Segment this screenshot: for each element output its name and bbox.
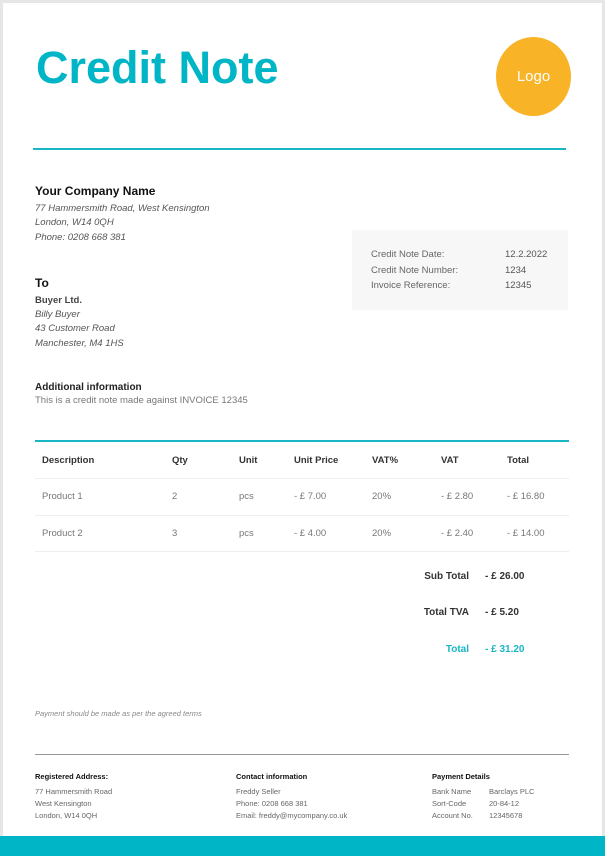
payment-value: 20-84-12 (489, 799, 520, 808)
recipient-heading: To (35, 276, 49, 290)
seller-name: Your Company Name (35, 184, 156, 198)
seller-block (35, 184, 210, 245)
subtotal-label: Sub Total (424, 570, 469, 582)
cell-unit-price: - £ 7.00 (294, 491, 327, 503)
footer-payment-details (432, 771, 534, 822)
payment-row-account (432, 810, 534, 822)
grand-total-row (400, 631, 570, 668)
seller-address-line: London, W14 0QH (35, 217, 114, 229)
meta-value: 12345 (505, 280, 532, 291)
grand-total-label: Total (445, 643, 469, 655)
meta-row-number (371, 263, 568, 279)
payment-row-sort-code (432, 798, 534, 810)
col-header-vat: VAT (441, 454, 459, 466)
cell-vat-percent: 20% (372, 491, 392, 503)
footer-accent-bar (0, 836, 605, 856)
cell-qty: 3 (172, 527, 178, 539)
cell-description: Product 2 (42, 527, 83, 539)
subtotal-value: - £ 26.00 (485, 570, 525, 582)
footer-heading: Payment Details (432, 772, 490, 781)
totals-block (400, 558, 570, 668)
footer-line: West Kensington (35, 799, 92, 808)
document-title: Credit Note (36, 42, 279, 93)
additional-info (35, 382, 248, 406)
total-tva-value: - £ 5.20 (485, 607, 519, 619)
footer-line: 77 Hammersmith Road (35, 787, 113, 796)
logo-label: Logo (516, 68, 551, 85)
payment-label: Bank Name (432, 787, 472, 796)
footer-line: London, W14 0QH (35, 811, 98, 820)
seller-address-line: 77 Hammersmith Road, West Kensington (35, 203, 210, 214)
cell-vat-percent: 20% (372, 527, 392, 539)
subtotal-row (400, 558, 570, 595)
footer-email: Email: freddy@mycompany.co.uk (236, 811, 348, 820)
col-header-vat-percent: VAT% (372, 454, 399, 466)
col-header-total: Total (507, 454, 529, 466)
cell-total: - £ 16.80 (507, 491, 545, 503)
additional-info-text: This is a credit note made against INVOICE 12345 (35, 395, 248, 406)
credit-note-page (3, 3, 602, 856)
table-row (35, 516, 569, 553)
cell-unit: pcs (239, 491, 254, 503)
meta-row-date (371, 247, 568, 263)
cell-unit-price: - £ 4.00 (294, 527, 327, 539)
line-items-table (35, 440, 569, 552)
seller-phone: Phone: 0208 668 381 (35, 231, 126, 243)
footer-contact-info (236, 771, 347, 822)
meta-value: 1234 (505, 264, 527, 276)
cell-vat: - £ 2.80 (441, 491, 474, 503)
recipient-company: Buyer Ltd. (35, 295, 82, 306)
cell-qty: 2 (172, 491, 178, 503)
cell-vat: - £ 2.40 (441, 527, 474, 539)
meta-label: Invoice Reference: (371, 280, 451, 291)
payment-value: 12345678 (489, 811, 523, 820)
col-header-unit-price: Unit Price (294, 454, 339, 466)
footer-line: Phone: 0208 668 381 (236, 799, 308, 808)
payment-terms-note: Payment should be made as per the agreed terms (35, 709, 202, 718)
recipient-line: Billy Buyer (35, 309, 80, 320)
total-tva-row (400, 595, 570, 632)
meta-label: Credit Note Number: (371, 264, 459, 276)
header-divider (33, 148, 566, 150)
col-header-unit: Unit (239, 454, 258, 466)
col-header-qty: Qty (172, 454, 188, 466)
meta-value: 12.2.2022 (505, 249, 548, 260)
cell-total: - £ 14.00 (507, 527, 545, 539)
payment-label: Sort-Code (432, 799, 467, 808)
logo-placeholder (496, 37, 571, 116)
footer-divider (35, 754, 569, 755)
col-header-description: Description (42, 454, 95, 466)
meta-label: Credit Note Date: (371, 249, 445, 260)
grand-total-value: - £ 31.20 (485, 643, 525, 655)
footer-line: Freddy Seller (236, 787, 281, 796)
footer-heading: Registered Address: (35, 772, 109, 781)
footer-heading: Contact information (236, 772, 308, 781)
payment-row-bank (432, 786, 534, 798)
cell-unit: pcs (239, 527, 254, 539)
additional-info-heading: Additional information (35, 382, 142, 393)
credit-note-meta (352, 230, 568, 310)
recipient-block (35, 276, 124, 351)
total-tva-label: Total TVA (423, 607, 469, 619)
cell-description: Product 1 (42, 491, 83, 503)
meta-row-invoice-ref (371, 278, 568, 294)
payment-value: Barclays PLC (489, 787, 535, 796)
table-header-row (35, 442, 569, 479)
recipient-line: 43 Customer Road (35, 323, 115, 335)
footer-registered-address (35, 771, 112, 822)
table-row (35, 479, 569, 516)
payment-label: Account No. (432, 811, 473, 820)
recipient-line: Manchester, M4 1HS (35, 337, 124, 349)
